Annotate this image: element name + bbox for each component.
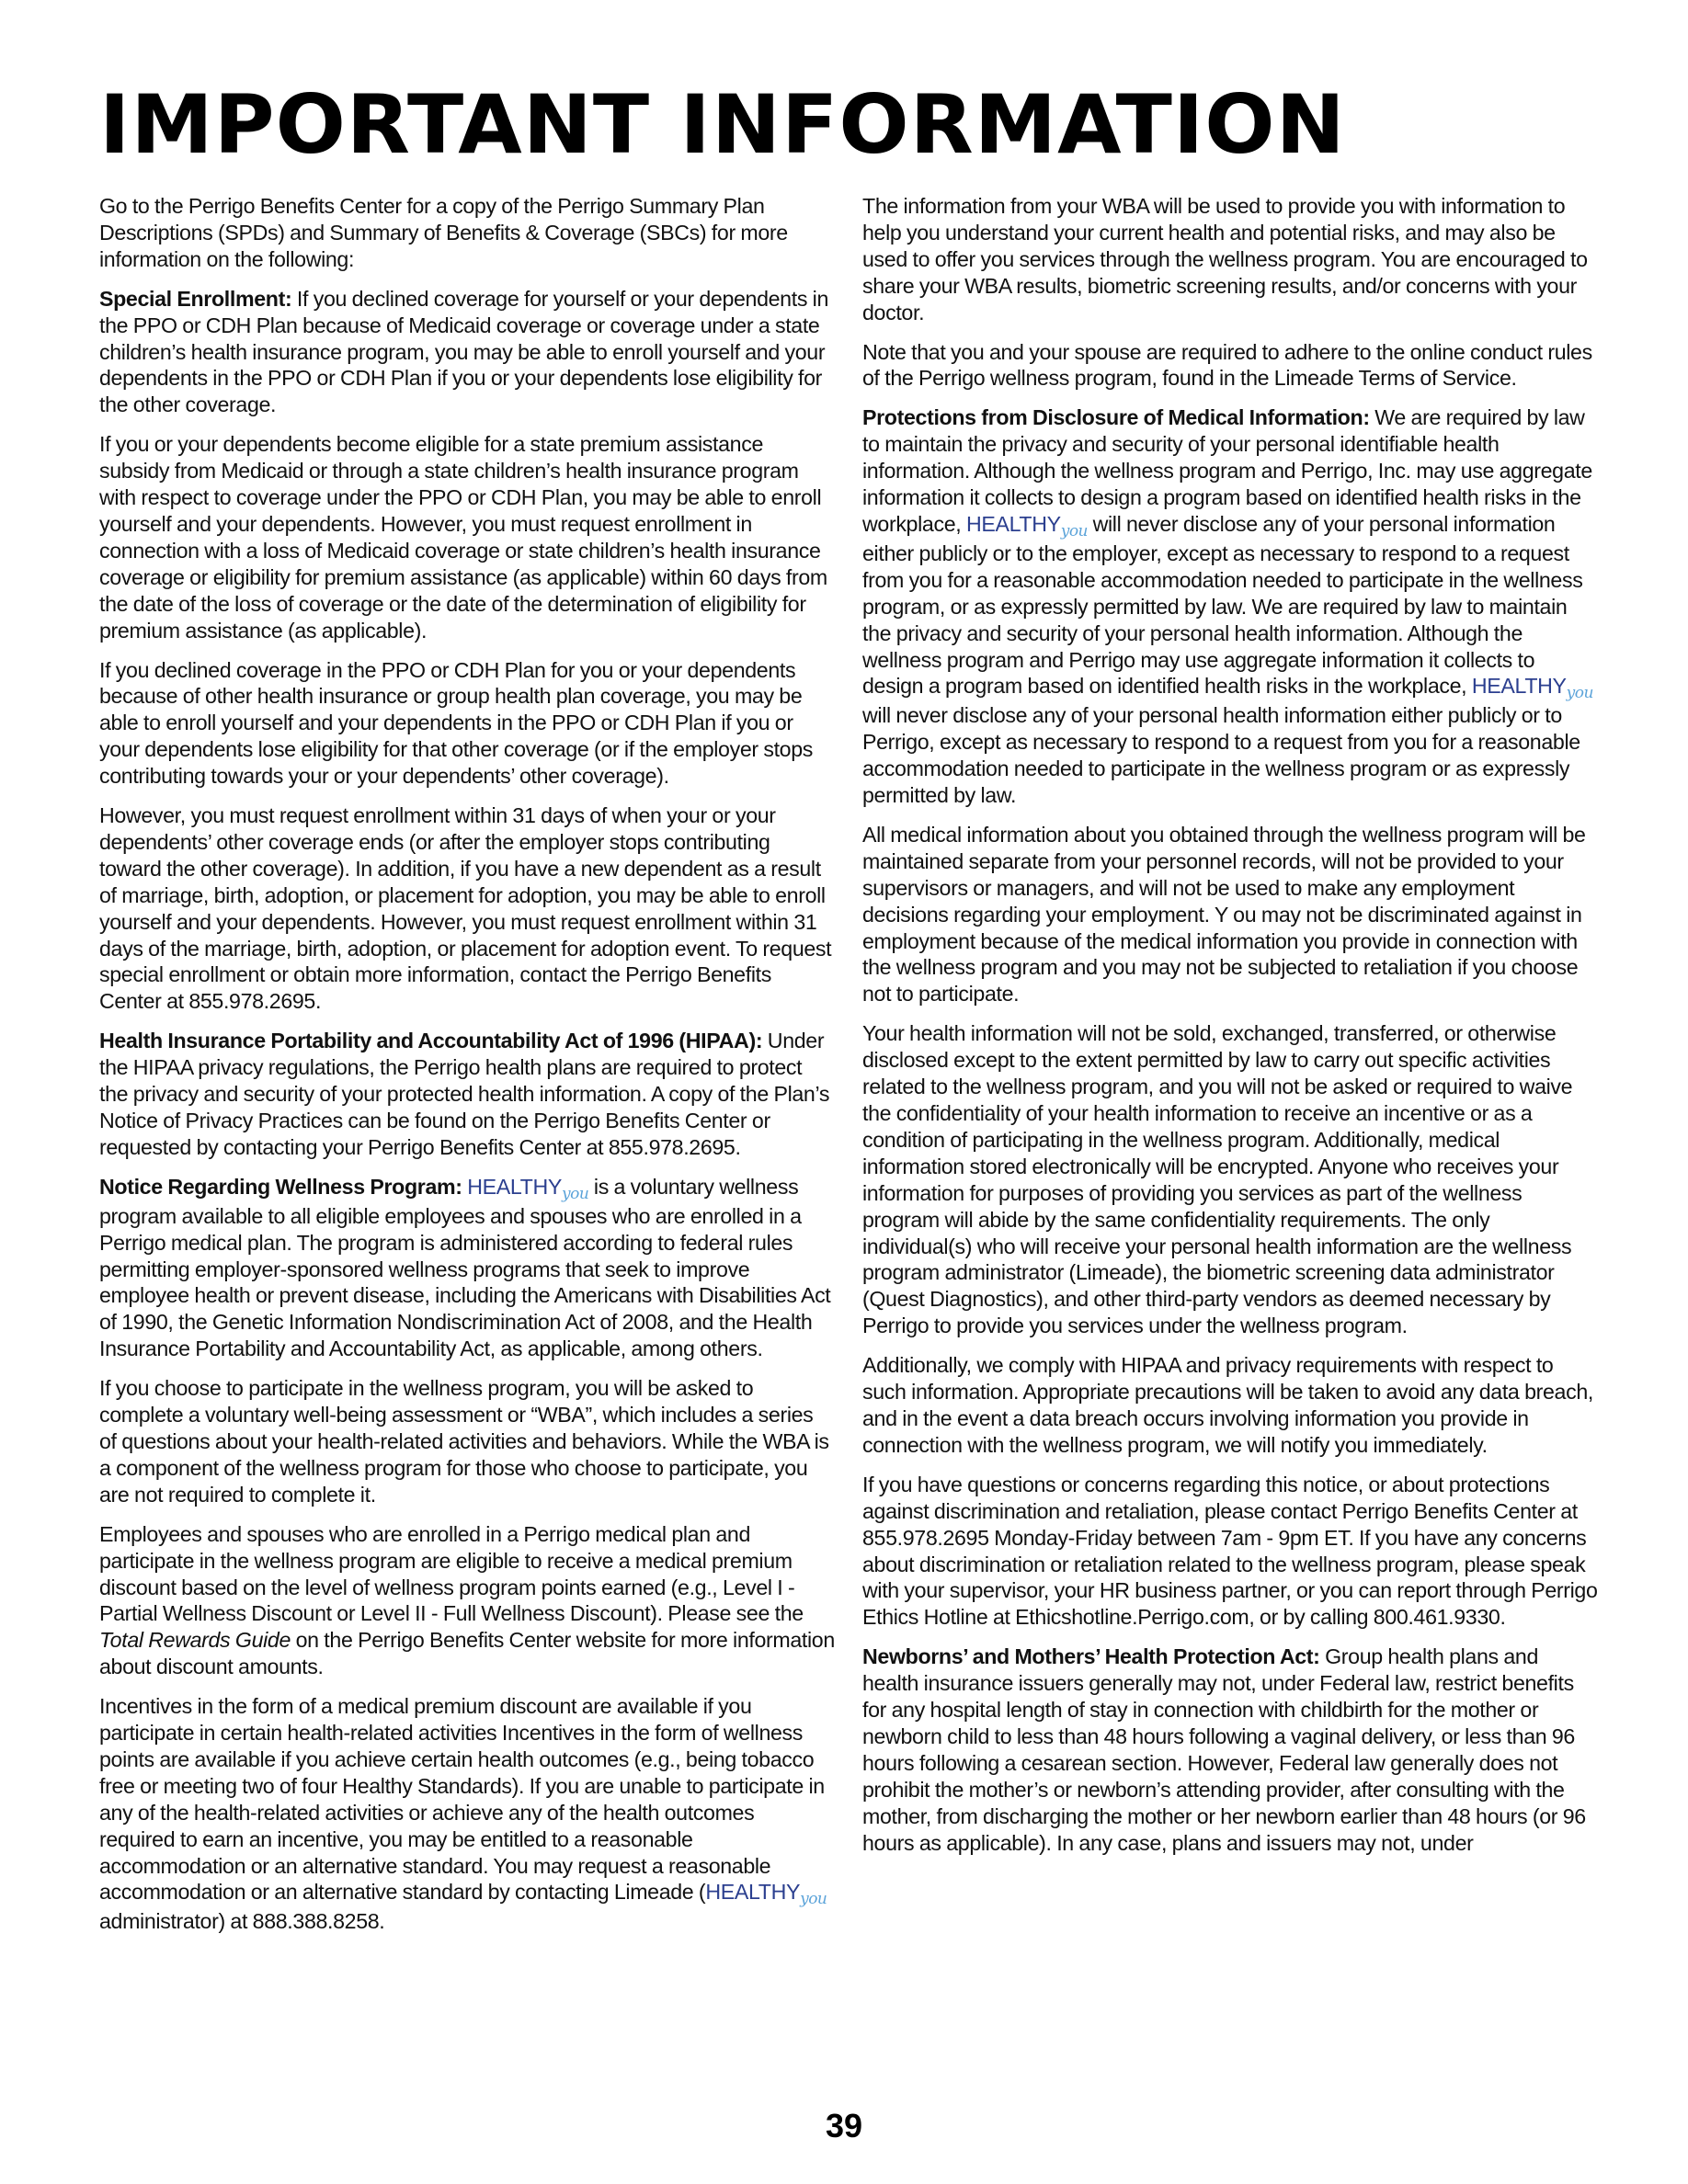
brand-name: HEALTHY xyxy=(705,1880,801,1905)
body-text: Go to the Perrigo Benefits Center for a copy of the Perrigo Summary Plan Descriptions (SPDs) and Summary of Benefits & Coverage (SBCs) for more information on the following: xyxy=(99,194,788,271)
brand-name-suffix: you xyxy=(562,1184,589,1203)
section-heading: Newborns’ and Mothers’ Health Protection Act: xyxy=(862,1644,1320,1669)
body-text: Additionally, we comply with HIPAA and privacy requirements with respect to such information. Appropriate precautions will be taken to avoid any data breach, and in the event a data breach occurs involving information you provide in connection with the wellness program, we will notify you immediately. xyxy=(862,1353,1593,1457)
section-heading: Notice Regarding Wellness Program: xyxy=(99,1174,462,1199)
body-text: Employees and spouses who are enrolled in a Perrigo medical plan and participate in the wellness program are eligible to receive a medical premium discount based on the level of wellness program points earned (e.g., Level I - Partial Wellness Discount or Level II - Full Wellness Discount). Please see the xyxy=(99,1521,804,1626)
brand-name-suffix: you xyxy=(800,1890,827,1909)
body-text: Group health plans and health insurance issuers generally may not, under Federal law, restrict benefits for any hospital length of stay in connection with childbirth for the mother or newborn child to less than 48 hours following a vaginal delivery, or less than 96 hours following a cesarean section. However, Federal law generally does not prohibit the mother’s or newborn’s attending provider, after consulting with the mother, from discharging the mother or her newborn earlier than 48 hours (or 96 hours as applicable). In any case, plans and issuers may not, under xyxy=(862,1644,1586,1855)
paragraph xyxy=(862,1352,1598,1459)
body-text: administrator) at 888.388.8258. xyxy=(99,1909,385,1934)
paragraph xyxy=(862,404,1598,809)
body-text: The information from your WBA will be used to provide you with information to help you understand your current health and potential risks, and may also be used to offer you services through the wellness program. You are encouraged to share your WBA results, biometric screening results, and/or concerns with your doctor. xyxy=(862,194,1588,324)
paragraph xyxy=(99,193,835,273)
body-text: However, you must request enrollment within 31 days of when your or your dependents’ other coverage ends (or after the employer stops contributing toward the other coverage). In addition, if you have a new dependent as a result of marriage, birth, adoption, or placement for adoption, you may be able to enroll yourself and your dependents. However, you must request enrollment within 31 days of the marriage, birth, adoption, or placement for adoption event. To request special enrollment or obtain more information, contact the Perrigo Benefits Center at 855.978.2695. xyxy=(99,803,832,1014)
brand-name-suffix: you xyxy=(1566,684,1593,703)
section-heading: Special Enrollment: xyxy=(99,286,292,311)
paragraph xyxy=(99,657,835,791)
paragraph xyxy=(862,339,1598,392)
paragraph xyxy=(862,822,1598,1007)
paragraph xyxy=(862,1020,1598,1339)
right-column xyxy=(862,193,1598,1869)
body-text: is a voluntary wellness program available to all eligible employees and spouses who are enrolled in a Perrigo medical plan. The program is administered according to federal rules permitting employer-sponsored wellness programs that seek to improve employee health or prevent disease, including the Americans with Disabilities Act of 1990, the Genetic Information Nondiscrimination Act of 2008, and the Health Insurance Portability and Accountability Act, as applicable, among others. xyxy=(99,1174,831,1361)
page-title: IMPORTANT INFORMATION xyxy=(99,77,1346,172)
body-text: on the Perrigo Benefits Center website for more information about discount amounts. xyxy=(99,1628,835,1679)
paragraph xyxy=(99,1375,835,1508)
emphasis-text: Total Rewards Guide xyxy=(99,1628,291,1653)
paragraph xyxy=(99,286,835,419)
left-column xyxy=(99,193,835,1948)
section-heading: Protections from Disclosure of Medical Information: xyxy=(862,405,1370,430)
body-text: will never disclose any of your personal health information either publicly or to Perrigo, except as necessary to respond to a request from you for a reasonable accommodation needed to participate in the wellness program or as expressly permitted by law. xyxy=(862,703,1580,808)
brand-name-suffix: you xyxy=(1060,521,1089,540)
body-text: will never disclose any of your personal information either publicly or to the employer, except as necessary to respond to a request from you for a reasonable accommodation needed to participate in the wellness program, or as expressly permitted by law. We are required by law to maintain the privacy and security of your personal health information. Although the wellness program and Perrigo may use aggregate information it collects to design a program based on identified health risks in the workplace, xyxy=(862,511,1583,699)
paragraph xyxy=(99,1693,835,1935)
brand-name: HEALTHY xyxy=(1471,674,1567,699)
body-text: All medical information about you obtained through the wellness program will be maintained separate from your personnel records, will not be provided to your supervisors or managers, and will not be used to make any employment decisions regarding your employment. Y ou may not be discriminated against in employment because of the medical information you provide in connection with the wellness program and you may not be subjected to retaliation if you choose not to participate. xyxy=(862,822,1586,1007)
paragraph xyxy=(862,1644,1598,1856)
section-heading: Health Insurance Portability and Accountability Act of 1996 (HIPAA): xyxy=(99,1029,763,1053)
brand-name: HEALTHY xyxy=(965,511,1061,536)
paragraph xyxy=(99,802,835,1015)
body-text: Note that you and your spouse are required to adhere to the online conduct rules of the Perrigo wellness program, found in the Limeade Terms of Service. xyxy=(862,339,1592,391)
body-text: If you or your dependents become eligible for a state premium assistance subsidy from Medicaid or through a state children’s health insurance program with respect to coverage under the PPO or CDH Plan, you may be able to enroll yourself and your dependents. However, you must request enrollment in connection with a loss of Medicaid coverage or state children’s health insurance coverage or eligibility for premium assistance (as applicable) within 60 days from the date of the loss of coverage or the date of the determination of eligibility for premium assistance (as applicable). xyxy=(99,432,827,643)
body-text: Under the HIPAA privacy regulations, the Perrigo health plans are required to protect the privacy and security of your protected health information. A copy of the Plan’s Notice of Privacy Practices can be found on the Perrigo Benefits Center or requested by contacting your Perrigo Benefits Center at 855.978.2695. xyxy=(99,1029,830,1159)
paragraph xyxy=(862,1472,1598,1631)
body-text: If you choose to participate in the wellness program, you will be asked to complete a voluntary well-being assessment or “WBA”, which includes a series of questions about your health-related activities and behaviors. While the WBA is a component of the wellness program for those who choose to participate, you are not required to complete it. xyxy=(99,1376,829,1507)
body-text: If you declined coverage in the PPO or CDH Plan for you or your dependents because of other health insurance or group health plan coverage, you may be able to enroll yourself and your dependents in the PPO or CDH Plan if you or your dependents lose eligibility for that other coverage (or if the employer stops contributing towards your or your dependents’ other coverage). xyxy=(99,657,814,789)
brand-name: HEALTHY xyxy=(467,1174,562,1199)
page-number: 39 xyxy=(825,2107,863,2144)
body-text: Your health information will not be sold, exchanged, transferred, or otherwise disclosed except to the extent permitted by law to carry out specific activities related to the wellness program, and you will not be asked or required to waive the confidentiality of your health information to receive an incentive or as a condition of participating in the wellness program. Additionally, medical information stored electronically will be encrypted. Anyone who receives your information for purposes of providing you services as part of the wellness program will abide by the same confidentiality requirements. The only individual(s) who will receive your personal health information are the wellness program administrator (Limeade), the biometric screening data administrator (Quest Diagnostics), and other third-party vendors as deemed necessary by Perrigo to provide you services under the wellness program. xyxy=(862,1021,1573,1338)
paragraph xyxy=(99,1028,835,1161)
body-text: If you have questions or concerns regarding this notice, or about protections against discrimination and retaliation, please contact Perrigo Benefits Center at 855.978.2695 Monday-Friday between 7am - 9pm ET. If you have any concerns about discrimination or retaliation related to the wellness program, please speak with your supervisor, your HR business partner, or you can report through Perrigo Ethics Hotline at Ethicshotline.Perrigo.com, or by calling 800.461.9330. xyxy=(862,1472,1598,1630)
paragraph xyxy=(862,193,1598,326)
body-text: Incentives in the form of a medical premium discount are available if you participate in certain health-related activities Incentives in the form of wellness points are available if you achieve certain health outcomes (e.g., being tobacco free or meeting two of four Healthy Standards). If you are unable to participate in any of the health-related activities or achieve any of the health outcomes required to earn an incentive, you may be entitled to a reasonable accommodation or an alternative standard. You may request a reasonable accommodation or an alternative standard by contacting Limeade ( xyxy=(99,1694,825,1905)
body-text: If you declined coverage for yourself or your dependents in the PPO or CDH Plan because of Medicaid coverage or coverage under a state children’s health insurance program, you may be able to enroll yourself and your dependents in the PPO or CDH Plan if you or your dependents lose eligibility for the other coverage. xyxy=(99,286,829,417)
paragraph xyxy=(99,431,835,643)
paragraph xyxy=(99,1521,835,1680)
body-text: We are required by law to maintain the privacy and security of your personal identifiable health information. Although the wellness program and Perrigo, Inc. may use aggregate information it collects to design a program based on identified health risks in the workplace, xyxy=(862,405,1592,536)
paragraph xyxy=(99,1174,835,1362)
